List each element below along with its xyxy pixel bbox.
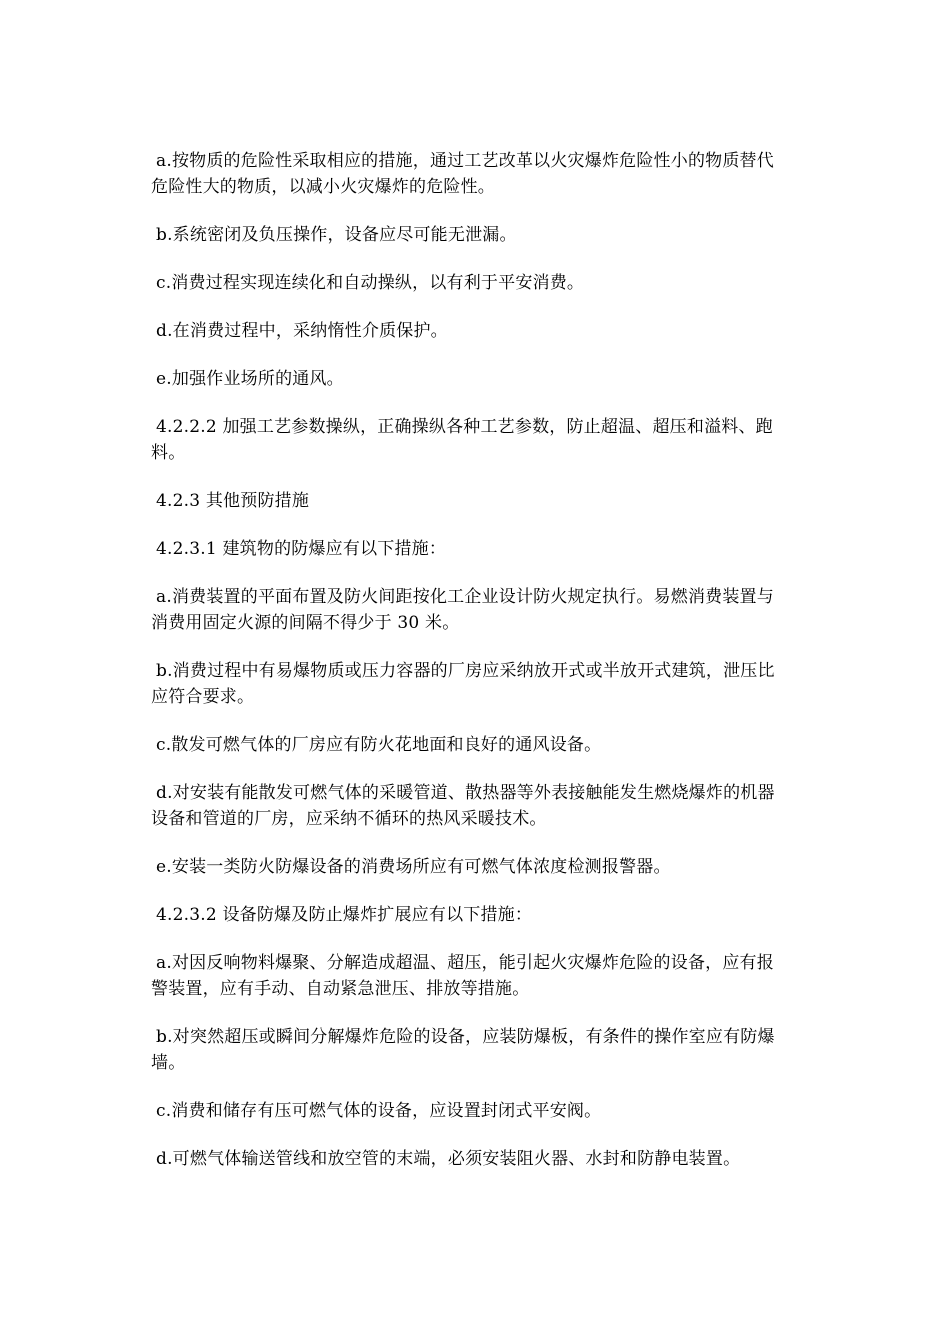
paragraph-a-2: a.消费装置的平面布置及防火间距按化工企业设计防火规定执行。易燃消费装置与消费用固定火源的间隔不得少于 30 米。 — [151, 587, 774, 633]
paragraph-d-2: d.对安装有能散发可燃气体的采暖管道、散热器等外表接触能发生燃烧爆炸的机器设备和管道的厂房，应采纳不循环的热风采暖技术。 — [151, 783, 775, 829]
paragraph-c-3: c.消费和储存有压可燃气体的设备，应设置封闭式平安阀。 — [156, 1101, 602, 1121]
paragraph-b-3: b.对突然超压或瞬间分解爆炸危险的设备，应装防爆板，有条件的操作室应有防爆墙。 — [151, 1027, 775, 1073]
section-heading-4-2-3: 4.2.3 其他预防措施 — [156, 491, 310, 511]
paragraph-b-1: b.系统密闭及负压操作，设备应尽可能无泄漏。 — [156, 225, 517, 245]
paragraph-d-1: d.在消费过程中，采纳惰性介质保护。 — [156, 321, 448, 341]
paragraph-a-1: a.按物质的危险性采取相应的措施，通过工艺改革以火灾爆炸危险性小的物质替代危险性大的物质，以减小火灾爆炸的危险性。 — [151, 151, 774, 197]
paragraph-d-3: d.可燃气体输送管线和放空管的末端，必须安装阻火器、水封和防静电装置。 — [156, 1149, 741, 1169]
paragraph-b-2: b.消费过程中有易爆物质或压力容器的厂房应采纳放开式或半放开式建筑，泄压比应符合要求。 — [151, 661, 775, 707]
paragraph-c-1: c.消费过程实现连续化和自动操纵，以有利于平安消费。 — [156, 273, 585, 293]
section-4-2-2-2: 4.2.2.2 加强工艺参数操纵，正确操纵各种工艺参数，防止超温、超压和溢料、跑料。 — [151, 417, 773, 463]
paragraph-a-3: a.对因反响物料爆聚、分解造成超温、超压，能引起火灾爆炸危险的设备，应有报警装置，应有手动、自动紧急泄压、排放等措施。 — [151, 953, 774, 999]
paragraph-e-1: e.加强作业场所的通风。 — [156, 369, 344, 389]
section-4-2-3-2: 4.2.3.2 设备防爆及防止爆炸扩展应有以下措施： — [156, 905, 533, 925]
paragraph-c-2: c.散发可燃气体的厂房应有防火花地面和良好的通风设备。 — [156, 735, 602, 755]
section-4-2-3-1: 4.2.3.1 建筑物的防爆应有以下措施： — [156, 539, 447, 559]
paragraph-e-2: e.安装一类防火防爆设备的消费场所应有可燃气体浓度检测报警器。 — [156, 857, 671, 877]
document-body — [151, 148, 791, 1194]
